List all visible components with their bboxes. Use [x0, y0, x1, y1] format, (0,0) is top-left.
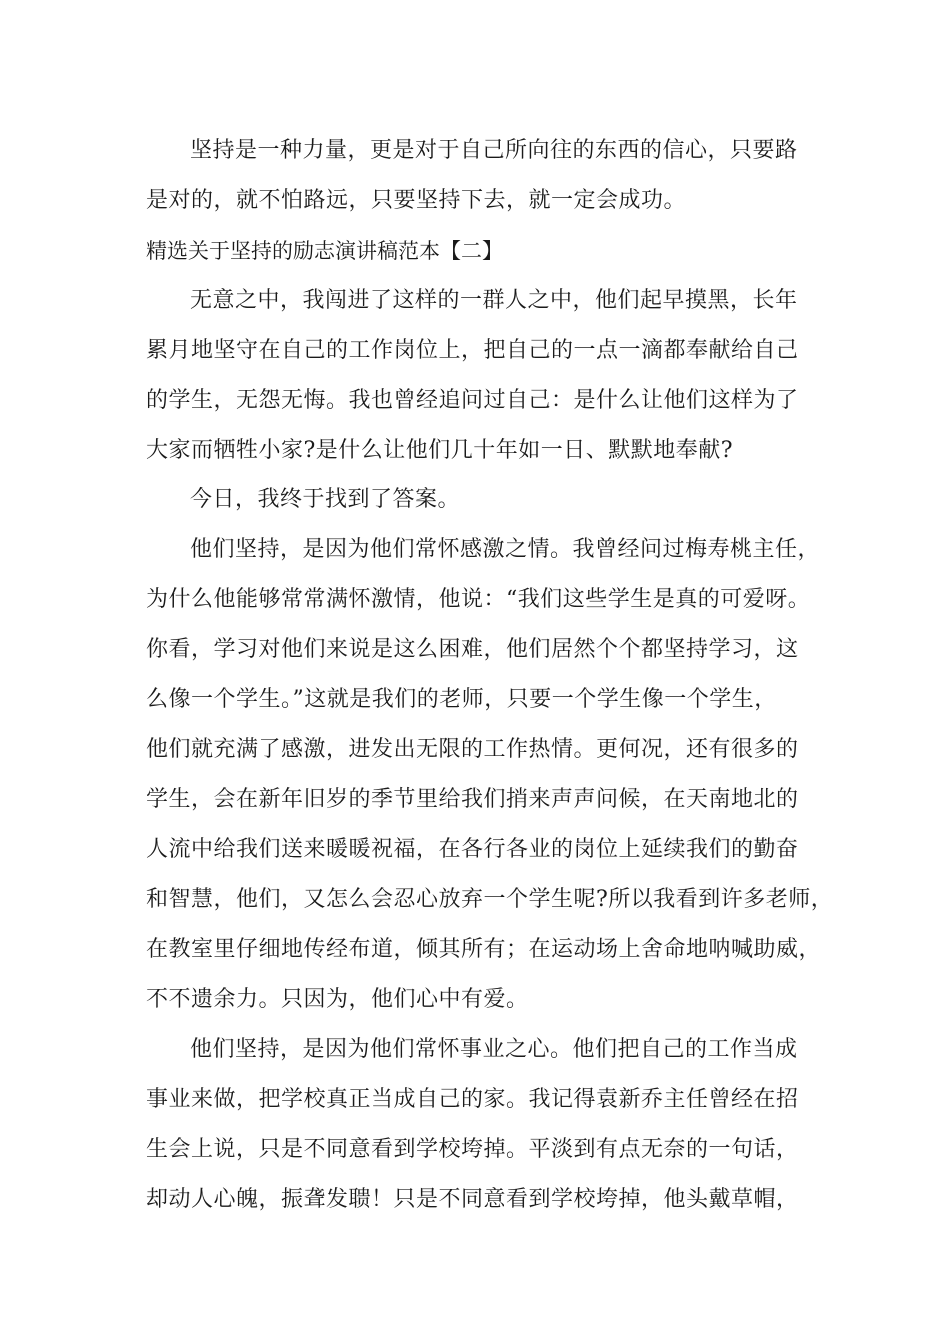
paragraph-line: 他们就充满了感激，进发出无限的工作热情。更何况，还有很多的 — [146, 737, 799, 762]
paragraph-line: 却动人心魄，振聋发聩！只是不同意看到学校垮掉，他头戴草帽， — [146, 1187, 799, 1212]
paragraph-line: 生会上说，只是不同意看到学校垮掉。平淡到有点无奈的一句话， — [146, 1137, 799, 1162]
paragraph-line: 是对的，就不怕路远，只要坚持下去，就一定会成功。 — [146, 188, 687, 213]
paragraph-line: 你看，学习对他们来说是这么困难，他们居然个个都坚持学习，这 — [146, 637, 799, 662]
section-heading: 精选关于坚持的励志演讲稿范本【二】 — [146, 239, 503, 263]
paragraph-line: 在教室里仔细地传经布道，倾其所有；在运动场上舍命地呐喊助威， — [146, 937, 822, 962]
paragraph-line: 不不遗余力。只因为，他们心中有爱。 — [146, 987, 529, 1012]
paragraph-line: 和智慧，他们，又怎么会忍心放弃一个学生呢?所以我看到许多老师， — [146, 887, 834, 912]
paragraph-line: 他们坚持，是因为他们常怀事业之心。他们把自己的工作当成 — [190, 1037, 798, 1062]
paragraph-line: 么像一个学生。”这就是我们的老师，只要一个学生像一个学生， — [146, 687, 777, 712]
paragraph-line: 今日，我终于找到了答案。 — [190, 487, 461, 512]
paragraph-line: 累月地坚守在自己的工作岗位上，把自己的一点一滴都奉献给自己 — [146, 338, 799, 363]
paragraph-line: 大家而牺牲小家?是什么让他们几十年如一日、默默地奉献? — [146, 438, 734, 463]
paragraph-line: 无意之中，我闯进了这样的一群人之中，他们起早摸黑，长年 — [190, 288, 798, 313]
paragraph-line: 他们坚持，是因为他们常怀感激之情。我曾经问过梅寿桃主任， — [190, 537, 821, 562]
paragraph-line: 人流中给我们送来暖暖祝福，在各行各业的岗位上延续我们的勤奋 — [146, 837, 799, 862]
paragraph-line: 学生，会在新年旧岁的季节里给我们捎来声声问候，在天南地北的 — [146, 787, 799, 812]
paragraph-line: 为什么他能够常常满怀激情，他说：“我们这些学生是真的可爱呀。 — [146, 587, 811, 612]
paragraph-line: 事业来做，把学校真正当成自己的家。我记得袁新乔主任曾经在招 — [146, 1087, 799, 1112]
paragraph-line: 坚持是一种力量，更是对于自己所向往的东西的信心，只要路 — [190, 138, 798, 163]
paragraph-line: 的学生，无怨无悔。我也曾经追问过自己：是什么让他们这样为了 — [146, 388, 799, 413]
